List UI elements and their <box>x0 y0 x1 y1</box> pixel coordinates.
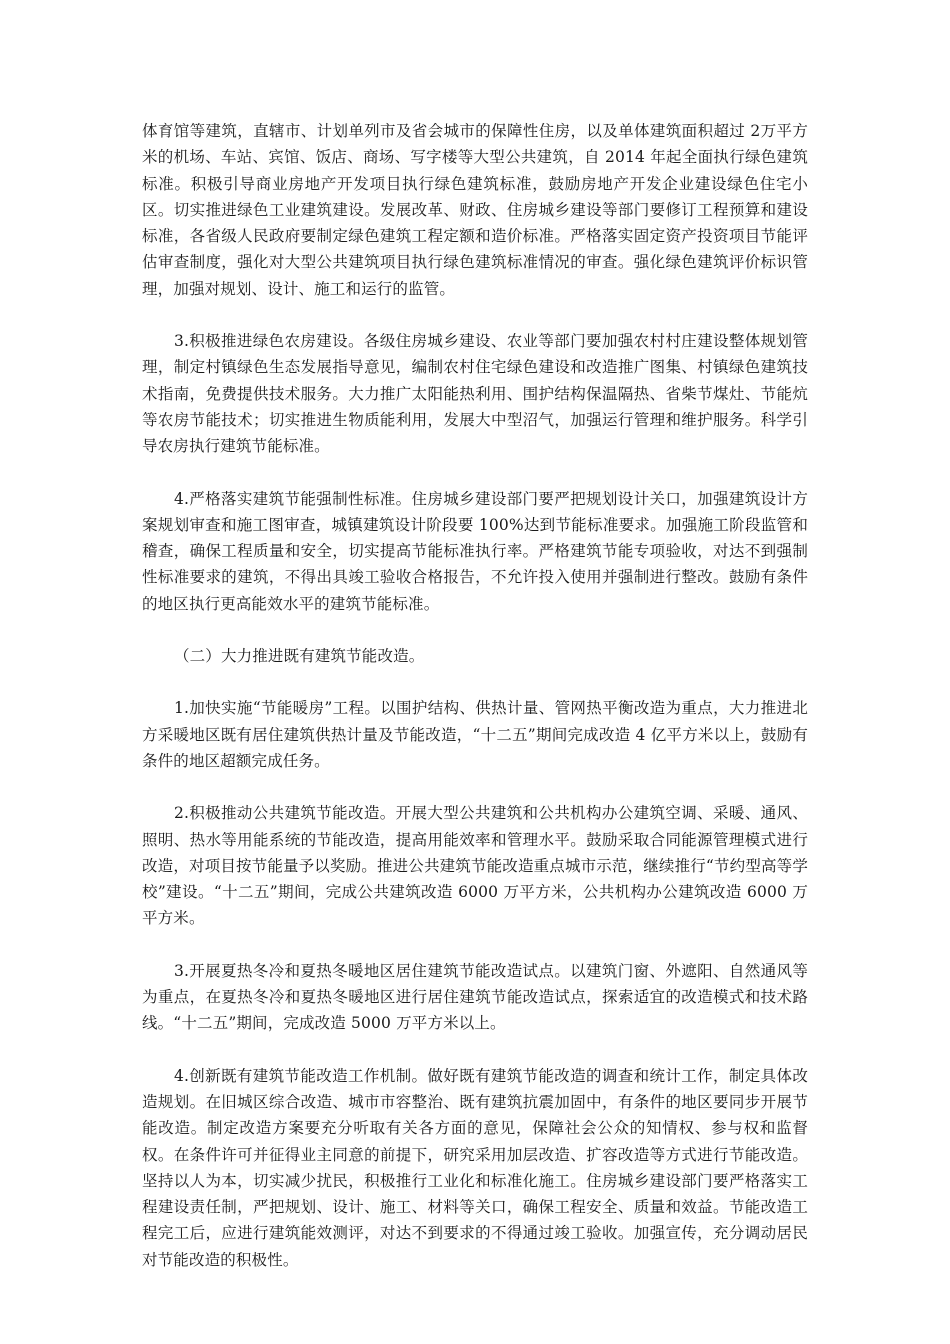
paragraph-mandatory-standards: 4.严格落实建筑节能强制性标准。住房城乡建设部门要严把规划设计关口，加强建筑设计方案规划审查和施工图审查，城镇建筑设计阶段要 100%达到节能标准要求。加强施工阶段监管和稽查，确保工程质量和安全，切实提高节能标准执行率。严格建筑节能专项验收，对达不到强制性标准要求的建筑，不得出具竣工验收合格报告，不允许投入使用并强制进行整改。鼓励有条件的地区执行更高能效水平的建筑节能标准。 <box>142 489 808 613</box>
paragraph-hot-summer-pilot: 3.开展夏热冬冷和夏热冬暖地区居住建筑节能改造试点。以建筑门窗、外遮阳、自然通风等为重点，在夏热冬冷和夏热冬暖地区进行居住建筑节能改造试点，探索适宜的改造模式和技术路线。“十二五”期间，完成改造 5000 万平方米以上。 <box>142 961 808 1033</box>
section-heading-existing-buildings: （二）大力推进既有建筑节能改造。 <box>174 647 425 666</box>
document-body <box>142 118 808 1299</box>
paragraph-retrofit-mechanism: 4.创新既有建筑节能改造工作机制。做好既有建筑节能改造的调查和统计工作，制定具体改造规划。在旧城区综合改造、城市市容整治、既有建筑抗震加固中，有条件的地区要同步开展节能改造。制定改造方案要充分听取有关各方面的意见，保障社会公众的知情权、参与权和监督权。在条件许可并征得业主同意的前提下，研究采用加层改造、扩容改造等方式进行节能改造。坚持以人为本，切实减少扰民，积极推行工业化和标准化施工。住房城乡建设部门要严格落实工程建设责任制，严把规划、设计、施工、材料等关口，确保工程安全、质量和效益。节能改造工程完工后，应进行建筑能效测评，对达不到要求的不得通过竣工验收。加强宣传，充分调动居民对节能改造的积极性。 <box>142 1066 808 1269</box>
paragraph-public-building-retrofit: 2.积极推动公共建筑节能改造。开展大型公共建筑和公共机构办公建筑空调、采暖、通风、照明、热水等用能系统的节能改造，提高用能效率和管理水平。鼓励采取合同能源管理模式进行改造，对项目按节能量予以奖励。推进公共建筑节能改造重点城市示范，继续推行“节约型高等学校”建设。“十二五”期间，完成公共建筑改造 6000 万平方米，公共机构办公建筑改造 6000 万平方米。 <box>142 804 808 928</box>
paragraph-green-building-standards: 体育馆等建筑，直辖市、计划单列市及省会城市的保障性住房，以及单体建筑面积超过 2万平方米的机场、车站、宾馆、饭店、商场、写字楼等大型公共建筑，自 2014 年起全面执行绿色建筑标准。积极引导商业房地产开发项目执行绿色建筑标准，鼓励房地产开发企业建设绿色住宅小区。切实推进绿色工业建筑建设。发展改革、财政、住房城乡建设等部门要修订工程预算和建设标准，各省级人民政府要制定绿色建筑工程定额和造价标准。严格落实固定资产投资项目节能评估审查制度，强化对大型公共建筑项目执行绿色建筑标准情况的审查。强化绿色建筑评价标识管理，加强对规划、设计、施工和运行的监管。 <box>142 122 808 298</box>
paragraph-heating-retrofit: 1.加快实施“节能暖房”工程。以围护结构、供热计量、管网热平衡改造为重点，大力推进北方采暖地区既有居住建筑供热计量及节能改造，“十二五”期间完成改造 4 亿平方米以上，鼓励有条件的地区超额完成任务。 <box>142 699 808 770</box>
paragraph-green-rural-housing: 3.积极推进绿色农房建设。各级住房城乡建设、农业等部门要加强农村村庄建设整体规划管理，制定村镇绿色生态发展指导意见，编制农村住宅绿色建设和改造推广图集、村镇绿色建筑技术指南，免费提供技术服务。大力推广太阳能热利用、围护结构保温隔热、省柴节煤灶、节能炕等农房节能技术；切实推进生物质能利用，发展大中型沼气，加强运行管理和维护服务。科学引导农房执行建筑节能标准。 <box>142 332 808 456</box>
